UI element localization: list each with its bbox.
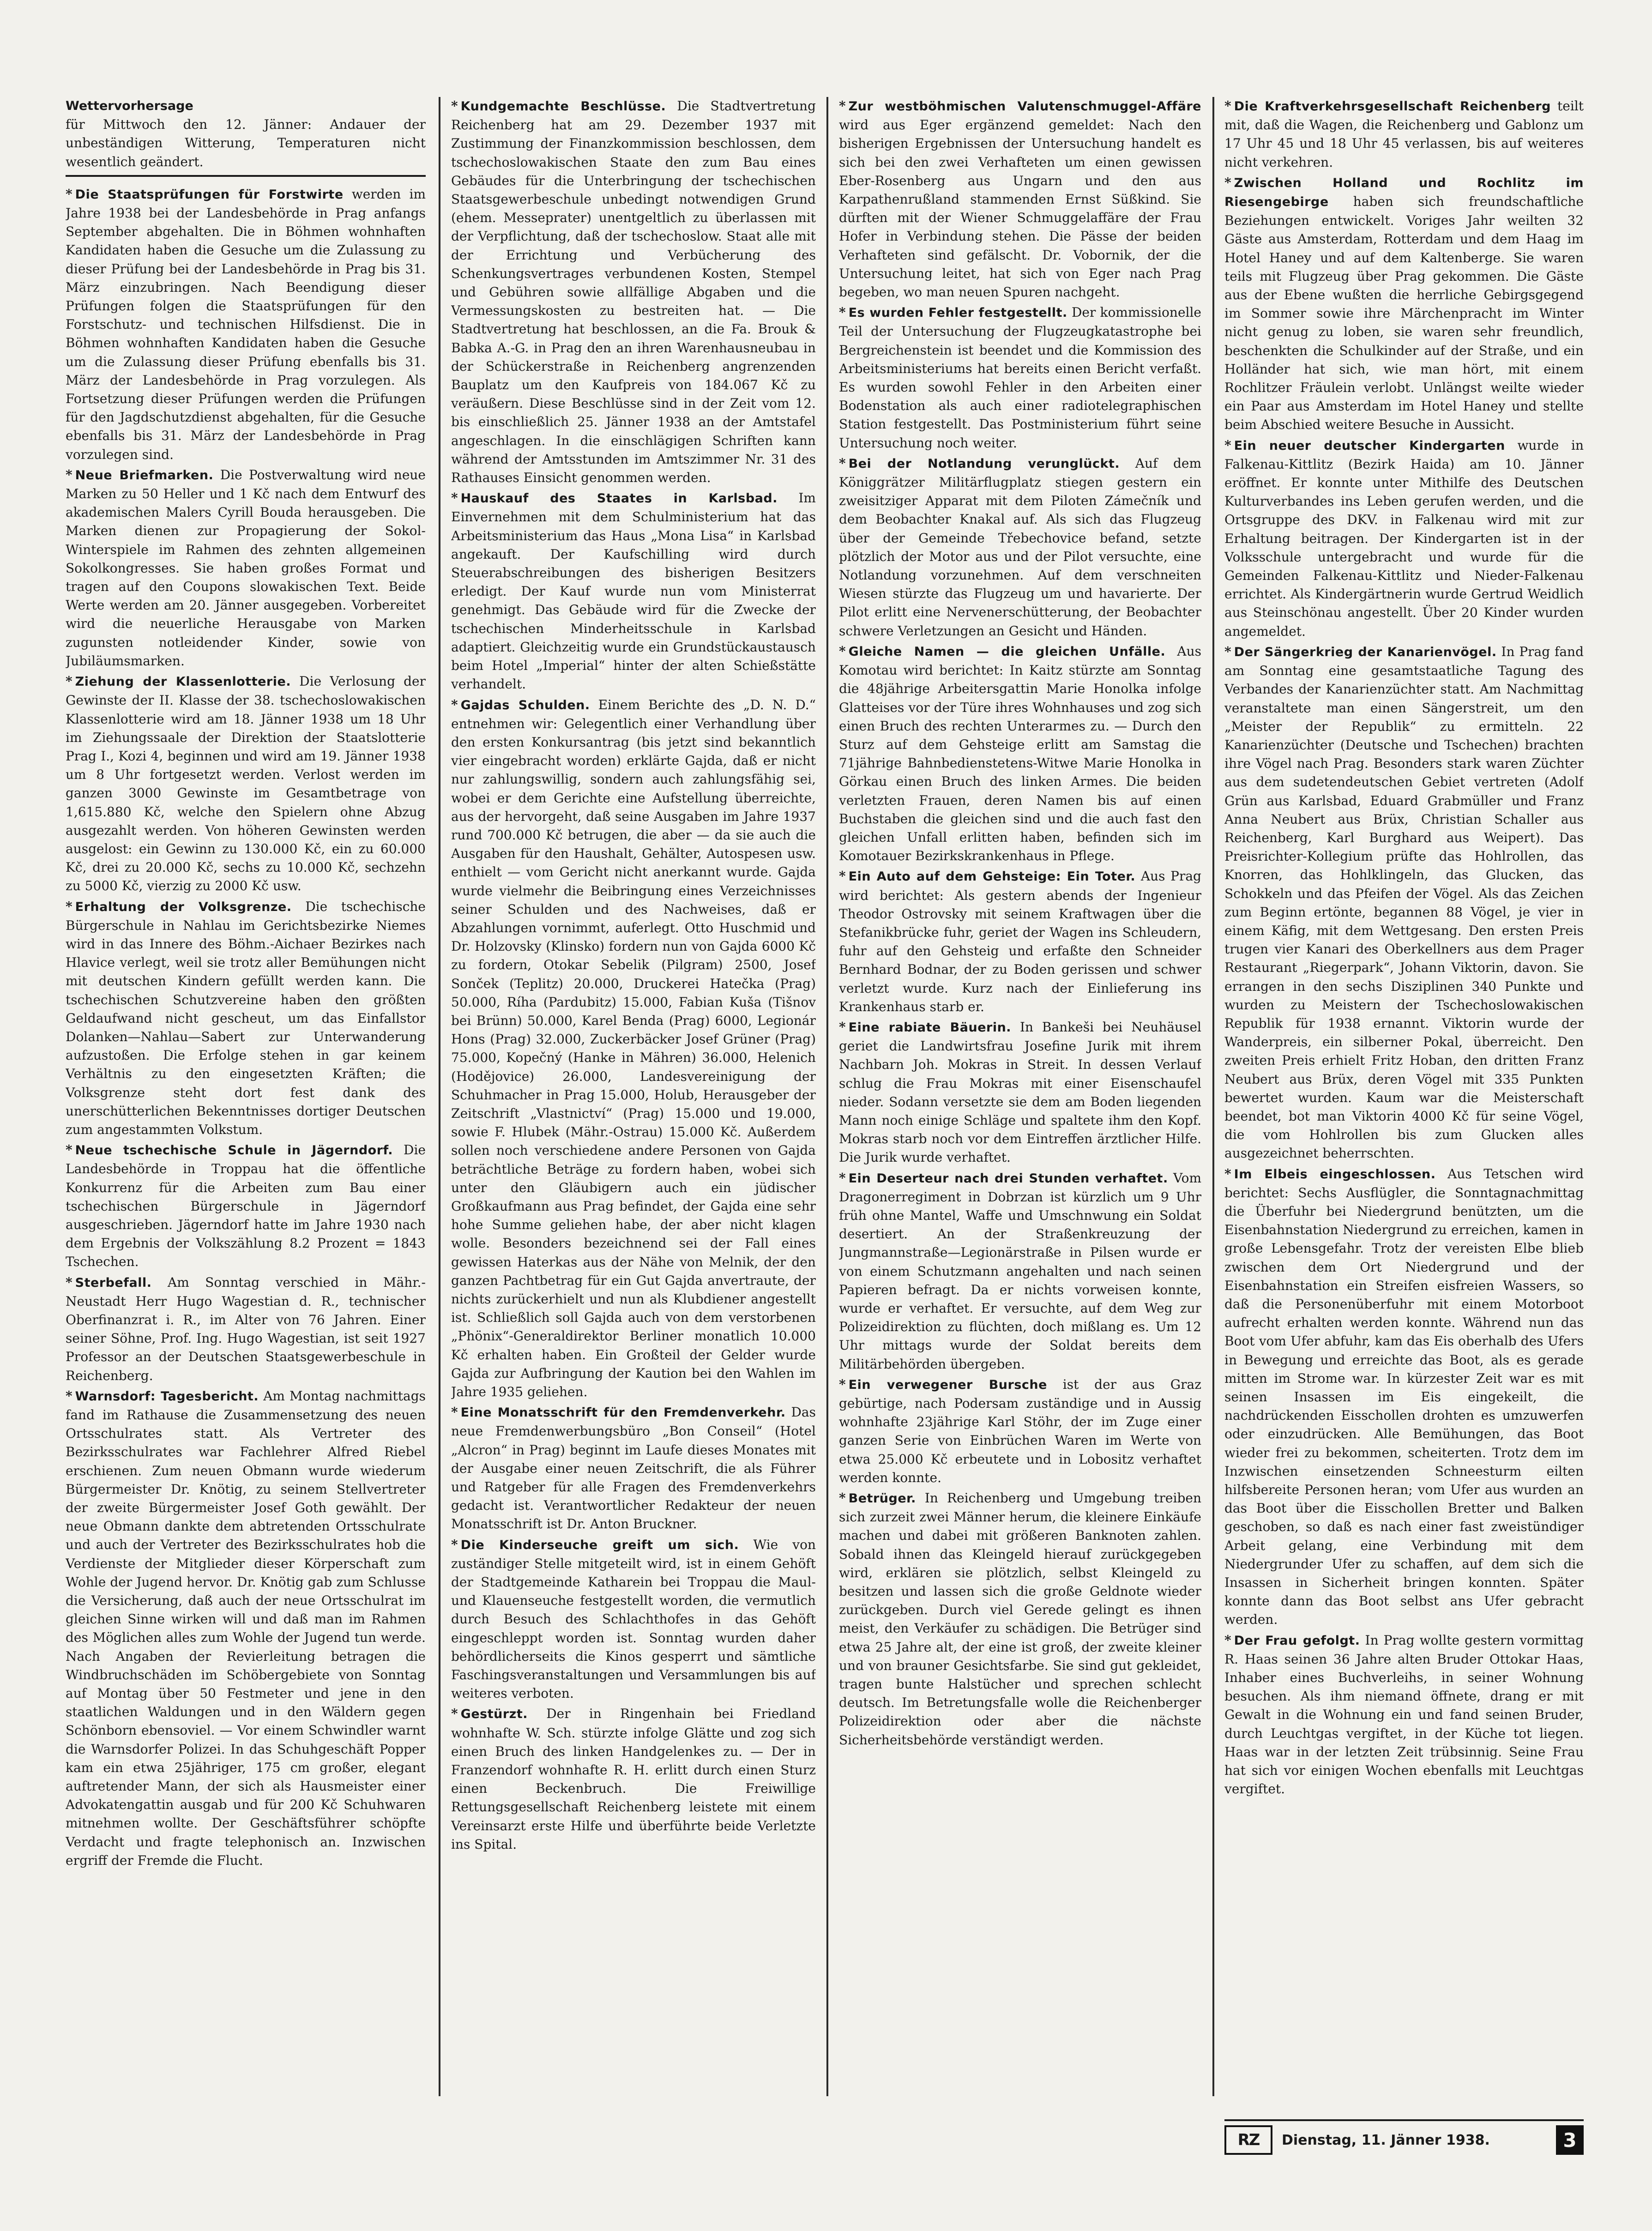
article-headline: Kundgemachte Beschlüsse. <box>460 99 666 114</box>
article-headline: Der Sängerkrieg der Kanarienvögel. <box>1234 645 1497 659</box>
column-3 <box>839 97 1201 2119</box>
page-frame <box>66 97 1584 2152</box>
article-body: In Bankeši bei Neuhäusel geriet die Landwirtsfrau Josefine Jurik mit ihrem Nachbarn Joh. Mokras in Streit. In dessen Verlauf schlug die Frau Mokras mit einer Eisenschaufel nieder. Sodann versetzte sie dem am Boden liegenden Mann noch einige Schläge und spaltete ihm den Kopf. Mokras starb noch vor dem Eintreffen ärztlicher Hilfe. Die Jurik wurde verhaftet. <box>839 1019 1201 1165</box>
article-bullet: * <box>1224 644 1231 659</box>
article-bullet: * <box>451 98 458 114</box>
article-body: Vom Dragonerregiment in Dobrzan ist kürzlich um 9 Uhr früh ohne Mantel, Waffe und Umschnwung ein Soldat desertiert. An der Straßenkreuzung der Jungmannstraße—Legionärstraße in Pilsen wurde er von einem Schutzmann angehalten und nach seinen Papieren befragt. Da er nichts vorweisen konnte, wurde er verhaftet. Er versuchte, auf dem Weg zur Polizeidirektion zu flüchten, doch mißlang es. Um 12 Uhr mittags wurde der Soldat bereits dem Militärbehörden übergeben. <box>839 1170 1201 1372</box>
column-2 <box>451 97 816 2119</box>
issue-date: Dienstag, 11. Jänner 1938. <box>1282 2132 1490 2148</box>
news-article <box>451 97 816 487</box>
article-headline: Erhaltung der Volksgrenze. <box>75 899 292 914</box>
article-paragraph <box>66 1141 426 1271</box>
article-headline: Gleiche Namen — die gleichen Unfälle. <box>848 644 1166 659</box>
article-paragraph <box>1224 1631 1584 1799</box>
weather-text: für Mittwoch den 12. Jänner: Andauer der unbeständigen Witterung, Temperaturen nicht wesentlich geändert. <box>66 117 426 169</box>
article-body: haben sich freundschaftliche Beziehungen entwickelt. Voriges Jahr weilten 32 Gäste aus Amsterdam, Rotterdam und dem Haag im Hotel Haney und auf dem Kaltenberge. Sie waren teils mit Flugzeug über Prag gekommen. Die Gäste aus der Ebene wußten die herrliche Gebirgsgegend im Sommer sowie ihre Märchenpracht im Winter nicht genug zu loben, sie waren sehr freundlich, beschenkten die Schulkinder auf der Straße, und ein Holländer hat sich, wie man hört, mit einem Rochlitzer Fräulein verlobt. Unlängst weilte wieder ein Paar aus Amsterdam im Hotel Haney und stellte beim Abschied weitere Besuche in Aussicht. <box>1224 194 1584 433</box>
article-paragraph <box>1224 436 1584 641</box>
article-paragraph <box>451 1705 816 1854</box>
article-bullet: * <box>451 1405 458 1420</box>
article-headline: Neue Briefmarken. <box>75 468 214 482</box>
article-paragraph <box>1224 97 1584 172</box>
news-article <box>839 642 1201 865</box>
article-body: Die tschechische Bürgerschule in Nahlau im Gerichtsbezirke Niemes wird in das Innere des Böhm.-Aichaer Bezirkes nach Hlavice verlegt, weil sie trotz aller Bemühungen nicht mit deutschen Kindern gefüllt werden kann. Die tschechischen Schutzvereine haben den größten Geldaufwand nicht gescheut, um das Einfallstor Dolanken—Nahlau—Sabert zur Unterwanderung aufzustoßen. Die Erfolge stehen in gar keinem Verhältnis zu den eingesetzten Kräften; die Volksgrenze steht dort fest dank des unerschütterlichen Bekenntnisses dortiger Deutschen zum angestammten Volkstum. <box>66 898 426 1137</box>
news-article <box>1224 174 1584 434</box>
article-paragraph <box>66 1273 426 1385</box>
column-1 <box>66 97 426 2119</box>
page-footer <box>1224 2119 1584 2156</box>
article-bullet: * <box>1224 1632 1231 1648</box>
article-paragraph <box>839 1018 1201 1167</box>
news-article <box>451 1705 816 1854</box>
column-divider <box>1212 97 1214 2096</box>
article-paragraph <box>451 1536 816 1703</box>
article-bullet: * <box>451 697 458 712</box>
article-headline: Neue tschechische Schule in Jägerndorf. <box>75 1143 393 1158</box>
article-bullet: * <box>451 1537 458 1552</box>
article-body: Aus Tetschen wird berichtet: Sechs Ausflügler, die Sonntagnachmittag die Überfuhr bei Niedergrund benützten, um die Eisenbahnstation Niedergrund zu erreichen, kamen in große Lebensgefahr. Trotz der vereisten Elbe blieb zwischen dem Ort Niedergrund und der Eisenbahnstation ein Streifen eisfreien Wassers, so daß die Personenüberfuhr mit einem Motorboot aufrecht erhalten werden konnte. Während nun das Boot vom Ufer abfuhr, kam das Eis oberhalb des Ufers in Bewegung und erreichte das Boot, als es gerade mitten im Strome war. In kürzester Zeit war es mit seinen Insassen im Eis eingekeilt, die nachdrückenden Eisschollen drohten es umzuwerfen oder einzudrücken. Alle Bemühungen, das Boot wieder frei zu bekommen, scheiterten. Trotz dem im Inzwischen einsetzenden Schneesturm eilten hilfsbereite Personen heran; vom Ufer aus wurden an das Boot über die Eisschollen Bretter und Balken geschoben, so daß es nach einer fast zweistündiger Arbeit gelang, eine Verbindung mit dem Niedergrunder Ufer zu schaffen, auf dem sich die Insassen in Sicherheit bringen konnten. Später konnte dann das Boot selbst ans Ufer gebracht werden. <box>1224 1166 1584 1628</box>
article-headline: Ein Auto auf dem Gehsteige: Ein Toter. <box>848 869 1136 884</box>
article-body: teilt mit, daß die Wagen, die Reichenberg und Gablonz um 17 Uhr 45 und 18 Uhr 45 verlassen, bis auf weiteres nicht verkehren. <box>1224 98 1584 170</box>
article-body: Die Landesbehörde in Troppau hat die öffentliche Konkurrenz für die Arbeiten zum Bau einer tschechischen Bürgerschule in Jägerndorf ausgeschrieben. Jägerndorf hatte im Jahre 1930 nach dem Ergebnis der Volkszählung 8.2 Prozent = 1843 Tschechen. <box>66 1142 426 1270</box>
article-bullet: * <box>1224 98 1231 114</box>
news-article <box>1224 643 1584 1163</box>
article-headline: Betrüger. <box>848 1491 916 1506</box>
article-bullet: * <box>839 868 846 884</box>
article-paragraph <box>66 898 426 1140</box>
article-body: Aus Prag wird berichtet: Als gestern abends der Ingenieur Theodor Ostrovsky mit seinem Kraftwagen über die Stefanikbrücke fuhr, geriet der Wagen ins Schleudern, fuhr auf den Gehsteig und erfaßte den Schneider Bernhard Bodnar, der zu Boden gerissen und schwer verletzt wurde. Kurz nach der Einlieferung ins Krankenhaus starb er. <box>839 868 1201 1014</box>
article-bullet: * <box>839 643 846 659</box>
article-paragraph <box>451 489 816 693</box>
news-article <box>66 1141 426 1271</box>
news-article <box>451 696 816 1402</box>
news-article <box>451 1403 816 1533</box>
article-bullet: * <box>451 490 458 506</box>
article-body: wurde in Falkenau-Kittlitz (Bezirk Haida) am 10. Jänner eröffnet. Er konnte unter Mithilfe des Deutschen Kulturverbandes ins Leben gerufen werden, und die Ortsgruppe des DKV. in Falkenau wird mit zur Erhaltung beitragen. Der Kindergarten ist in der Volksschule untergebracht und wurde für die Gemeinden Falkenau-Kittlitz und Nieder-Falkenau errichtet. Als Kindergärtnerin wurde Gertrud Weidlich aus Steinschönau angestellt. Über 20 Kinder wurden angemeldet. <box>1224 437 1584 639</box>
news-article <box>451 489 816 693</box>
article-body: Das neue Fremdenwerbungsbüro „Bon Conseil“ (Hotel „Alcron“ in Prag) beginnt im Laufe dieses Monates mit der Ausgabe einer neuen Zeitschrift, die als Führer und Ratgeber für alle Fragen des Fremdenverkehrs gedacht ist. Verantwortlicher Redakteur der neuen Monatsschrift ist Dr. Anton Bruckner. <box>451 1405 816 1532</box>
news-article <box>66 898 426 1140</box>
article-paragraph <box>66 466 426 670</box>
article-paragraph <box>66 1387 426 1870</box>
article-headline: Sterbefall. <box>75 1275 152 1290</box>
news-article <box>839 1018 1201 1167</box>
article-body: Am Sonntag verschied in Mähr.-Neustadt Herr Hugo Wagestian d. R., technischer Oberfinanzrat i. R., im Alter von 76 Jahren. Einer seiner Söhne, Prof. Ing. Hugo Wagestian, ist seit 1927 Professor an der Deutschen Staatsgewerbeschule in Reichenberg. <box>66 1274 426 1383</box>
article-bullet: * <box>66 467 72 482</box>
article-paragraph <box>839 1375 1201 1487</box>
news-article <box>66 1273 426 1385</box>
news-article <box>451 1536 816 1703</box>
weather-forecast <box>66 97 426 177</box>
article-body: ist der aus Graz gebürtige, nach Podersam zuständige und in Aussig wohnhafte 23jährige Karl Stöhr, der im Zuge einer ganzen Serie von Einbrüchen Waren im Werte von etwa 25.000 Kč erbeutete und in Lobositz verhaftet werden konnte. <box>839 1376 1201 1485</box>
article-headline: Im Elbeis eingeschlossen. <box>1234 1167 1436 1182</box>
news-article <box>1224 1165 1584 1629</box>
article-bullet: * <box>66 898 72 914</box>
article-body: Die Postverwaltung wird neue Marken zu 50 Heller und 1 Kč nach dem Entwurf des akademischen Malers Cyrill Bouda herausgeben. Die Marken dienen zur Propagierung der Sokol-Winterspiele im Rahmen des zehnten allgemeinen Sokolkongresses. Sie haben großes Format und tragen auf den Coupons slowakischen Text. Beide Werte werden am 20. Jänner ausgegeben. Vorbereitet wird die neuerliche Herausgabe von Marken zugunsten notleidender Kinder, sowie von Jubiläumsmarken. <box>66 467 426 669</box>
news-article <box>839 303 1201 452</box>
article-bullet: * <box>451 1706 458 1722</box>
news-article <box>839 1169 1201 1374</box>
article-headline: Ziehung der Klassenlotterie. <box>75 675 291 689</box>
article-paragraph <box>66 672 426 895</box>
article-body: Am Montag nachmittags fand im Rathause die Zusammensetzung des neuen Ortsschulrates statt. Als Vertreter des Bezirksschulrates war Fachlehrer Alfred Riebel erschienen. Zum neuen Obmann wurde wiederum Bürgermeister Dr. Knötig, zu seinem Stellvertreter der zweite Bürgermeister Josef Goth gewählt. Der neue Obmann dankte dem abtretenden Ortsschulrate und auch der Vertreter des Bezirksschulrates hob die Verdienste der Mitglieder dieser Körperschaft zum Wohle der Jugend hervor. Dr. Knötig gab zum Schlusse die Versicherung, daß auch der neue Ortsschulrat im gleichen Sinne wirken will und daß man im Rahmen des Möglichen alles zum Wohle der Jugend tun werde. Nach Angaben der Revierleitung betragen die Windbruchschäden im Schöbergebiete von Sonntag auf Montag über 50 Festmeter und jene in den staatlichen Waldungen und in den Wäldern gegen Schönborn ebensoviel. — Vor einem Schwindler warnt die Warnsdorfer Polizei. In das Schuhgeschäft Popper kam ein etwa 25jähriger, 175 cm großer, elegant auftretender Mann, der sich als Hausmeister einer Advokatengattin ausgab und für 200 Kč Schuhwaren mitnehmen wollte. Der Geschäftsführer schöpfte Verdacht und fragte telephonisch an. Inzwischen ergriff der Fremde die Flucht. <box>66 1388 426 1868</box>
news-article <box>1224 97 1584 172</box>
article-headline: Gajdas Schulden. <box>460 698 590 712</box>
news-article <box>839 97 1201 301</box>
article-paragraph <box>839 454 1201 640</box>
article-bullet: * <box>1224 175 1231 190</box>
article-bullet: * <box>66 1142 72 1158</box>
article-bullet: * <box>1224 1166 1231 1182</box>
article-body: werden im Jahre 1938 bei der Landesbehörde in Prag anfangs September abgehalten. Die in Böhmen wohnhaften Kandidaten haben die Gesuche um die Zulassung zu dieser Prüfung bei der Landesbehörde in Prag bis 31. März einzubringen. Nach Beendigung dieser Prüfungen folgen die Staatsprüfungen für den Forstschutz- und technischen Hilfsdienst. Die in Böhmen wohnhaften Kandidaten haben die Gesuche um die Zulassung dieser Prüfung ebenfalls bis 31. März der Landesbehörde in Prag vorzulegen. Als Fortsetzung dieser Prüfungen werden die Prüfungen für den Jagdschutzdienst abgehalten, für die Gesuche ebenfalls bis 31. März der Landesbehörde in Prag vorzulegen sind. <box>66 186 426 462</box>
article-paragraph <box>1224 174 1584 434</box>
article-paragraph <box>839 642 1201 865</box>
article-paragraph <box>839 867 1201 1016</box>
article-headline: Ein neuer deutscher Kindergarten <box>1234 438 1505 453</box>
article-paragraph <box>1224 643 1584 1163</box>
article-paragraph <box>1224 1165 1584 1629</box>
article-bullet: * <box>66 186 72 202</box>
article-bullet: * <box>66 674 72 689</box>
article-headline: Es wurden Fehler festgestellt. <box>848 306 1067 320</box>
article-body: Der in Ringenhain bei Friedland wohnhafte W. Sch. stürzte infolge Glätte und zog sich einen Bruch des linken Handgelenkes zu. — Der in Franzendorf wohnhafte R. H. erlitt durch einen Sturz einen Beckenbruch. Die Freiwillige Rettungsgesellschaft Reichenberg leistete mit einem Vereinsarzt erste Hilfe und überführte beide Verletzte ins Spital. <box>451 1706 816 1852</box>
article-headline: Die Staatsprüfungen für Forstwirte <box>75 187 344 202</box>
article-body: Die Stadtvertretung Reichenberg hat am 29. Dezember 1937 mit Zustimmung der Finanzkommission beschlossen, dem tschechoslowakischen Staate den zum Bau eines Gebäudes für die Unterbringung der tschechischen Staatsgewerbeschule unbedingt notwendigen Grund (ehem. Messeprater) unentgeltlich zu überlassen mit der Verpflichtung, daß der tschechoslow. Staat alle mit der Errichtung und Verbücherung des Schenkungsvertrages verbundenen Kosten, Stempel und Gebühren sowie allfällige Abgaben und die Vermessungskosten zu bestreiten hat. — Die Stadtvertretung hat beschlossen, an die Fa. Brouk & Babka A.-G. in Prag den an ihren Warenhausneubau in der Schückerstraße in Reichenberg angrenzenden Bauplatz um den Kaufpreis von 184.067 Kč zu veräußern. Diese Beschlüsse sind in der Zeit vom 12. bis einschließlich 25. Jänner 1938 an der Amtstafel angeschlagen. In die einschlägigen Schriften kann während der Amtsstunden im Amtszimmer Nr. 31 des Rathauses Einsicht genommen werden. <box>451 98 816 486</box>
article-paragraph <box>839 1489 1201 1749</box>
article-body: Einem Berichte des „D. N. D.“ entnehmen wir: Gelegentlich einer Verhandlung über den ersten Konkursantrag (bis jetzt sind bekanntlich vier eingebracht worden) erklärte Gajda, daß er nicht nur zahlungswillig, sondern auch zahlungsfähig sei, wobei er dem Gerichte eine Aufstellung überreichte, aus der hervorgeht, daß seine Ausgaben im Jahre 1937 rund 700.000 Kč betrugen, die aber — da sie auch die Ausgaben für den Haushalt, Gehälter, Autospesen usw. enthielt — vom Gericht nicht anerkannt wurde. Gajda wurde vielmehr die Beibringung eines Verzeichnisses seiner Schulden und des Nachweises, daß er Abzahlungen vornimmt, auferlegt. Otto Huschmid und Dr. Holzovsky (Klinsko) fordern nun von Gajda 6000 Kč zu fordern, Otokar Sebelik (Pilgram) 2500, Josef Sonček (Teplitz) 20.000, Druckerei Hatečka (Prag) 50.000, Ríha (Pardubitz) 15.000, Fabian Kuša (Tišnov bei Brünn) 50.000, Karel Benda (Prag) 6000, Legionár Hons (Prag) 32.000, Zuckerbäcker Josef Grüner (Prag) 75.000, Kopečný (Hanke in Mähren) 36.000, Helenich (Hodějovice) 26.000, Landesvereinigung der Schuhmacher in Prag 15.000, Holub, Herausgeber der Zeitschrift „Vlastnictví“ (Prag) 15.000 und 19.000, sowie F. Hlubek (Mähr.-Ostrau) 15.000 Kč. Außerdem sollen noch verschiedene andere Personen von Gajda beträchtliche Beträge zu fordern haben, wobei sich unter den Gläubigern auch ein jüdischer Großkaufmann aus Prag befindet, der Gajda eine sehr hohe Summe geliehen habe, der aber nicht klagen wolle. Besonders bezeichnend sei der Fall eines gewissen Haterkas aus der Nähe von Melnik, der den ganzen Pachtbetrag für ein Gut Gajda anvertraute, der nichts zurückerhielt und nun als Klubdiener angestellt ist. Schließlich soll Gajda auch von dem verstorbenen „Phönix“-Generaldirektor Berliner monatlich 10.000 Kč erhalten haben. Ein Großteil der Gelder wurde Gajda zur Aufbringung der Kaution bei den Wahlen im Jahre 1935 geliehen. <box>451 697 816 1400</box>
news-article <box>66 185 426 464</box>
article-body: Die Verlosung der Gewinste der II. Klasse der 38. tschechoslowakischen Klassenlotterie wird am 18. Jänner 1938 um 18 Uhr im Ziehungssaale der Direktion der Staatslotterie Prag I., Kozi 4, beginnen und wird am 19. Jänner 1938 um 8 Uhr fortgesetzt werden. Verlost werden im ganzen 3000 Gewinste im Gesamtbetrage von 1,615.880 Kč, welche den Spielern ohne Abzug ausgezahlt werden. Von höheren Gewinsten werden ausgelost: ein Gewinn zu 130.000 Kč, ein zu 60.000 Kč, drei zu 20.000 Kč, sechs zu 10.000 Kč, sechzehn zu 5000 Kč, vierzig zu 2000 Kč usw. <box>66 674 426 894</box>
article-body: Aus Komotau wird berichtet: In Kaitz stürzte am Sonntag die 48jährige Arbeitersgattin Marie Honolka infolge Glatteises vor der Türe ihres Wohnhauses und zog sich einen Bruch des rechten Unterarmes zu. — Durch den Sturz auf dem Gehsteige erlitt am Samstag die 71jährige Bahnbedienstetens-Witwe Marie Honolka in Görkau einen Bruch des linken Armes. Die beiden verletzten Frauen, deren Namen bis auf einen Buchstaben die gleichen sind und die auch fast den gleichen Unfall erlitten haben, befinden sich im Komotauer Bezirkskrankenhaus in Pflege. <box>839 643 1201 864</box>
article-paragraph <box>839 1169 1201 1374</box>
article-bullet: * <box>1224 437 1231 453</box>
article-headline: Zur westböhmischen Valutenschmuggel-Affäre <box>848 99 1201 114</box>
article-headline: Zwischen Holland und Rochlitz im Riesengebirge <box>1224 175 1584 210</box>
news-article <box>839 1489 1201 1749</box>
article-body: In Prag fand am Sonntag eine gesamtstaatliche Tagung des Verbandes der Kanarienzüchter statt. Am Nachmittag veranstaltete man einen Sängerstreit, um den „Meister der Republik“ zu ermitteln. 22 Kanarienzüchter (Deutsche und Tschechen) brachten ihre Vögel nach Prag. Besonders stark waren Züchter aus dem sudetendeutschen Gebiet vertreten (Adolf Grün aus Karlsbad, Eduard Grabmüller und Franz Anna Neubert aus Brüx, Christian Schaller aus Reichenberg, Karl Burghard aus Weipert). Das Preisrichter-Kollegium prüfte das Hohlrollen, das Knorren, das Hohlklingeln, das Glucken, das Schokkeln und das Pfeifen der Vögel. Als das Zeichen zum Beginn ertönte, begannen 88 Vögel, je vier in einem Käfig, mit dem Wettgesang. Den ersten Preis trugen vier Kanari des Oberkellners aus dem Prager Restaurant „Riegerpark“, Johann Viktorin, davon. Sie errangen in den sechs Disziplinen 340 Punkte und wurden zu Meistern der Tschechoslowakischen Republik für 1938 ernannt. Viktorin wurde der Wanderpreis, ein silberner Pokal, überreicht. Den zweiten Preis erhielt Fritz Hoban, den dritten Franz Neubert aus Brüx, deren Vögel mit 335 Punkten bewertet wurden. Kaum war die Meisterschaft beendet, bot man Viktorin 4000 Kč für seine Vögel, die vom Hohlrollen bis zum Glucken alles ausgezeichnet beherrschten. <box>1224 644 1584 1161</box>
article-paragraph <box>451 97 816 487</box>
article-body: In Reichenberg und Umgebung treiben sich zurzeit zwei Männer herum, die kleinere Einkäufe machen und dabei mit größeren Banknoten zahlen. Sobald ihnen das Kleingeld hierauf zurückgegeben wird, erklären sie plötzlich, selbst Kleingeld zu besitzen und lassen sich die große Geldnote wieder zurückgeben. Durch viel Gerede gelingt es ihnen meist, den Verkäufer zu schädigen. Die Betrüger sind etwa 25 Jahre alt, der eine ist groß, der zweite kleiner und von brauner Gesichtsfarbe. Sie sind gut gekleidet, tragen bunte Halstücher und sprechen schlecht deutsch. Im Betretungsfalle wolle die Reichenberger Polizeidirektion oder aber die nächste Sicherheitsbehörde verständigt werden. <box>839 1490 1201 1748</box>
article-headline: Bei der Notlandung verunglückt. <box>848 456 1120 471</box>
article-bullet: * <box>66 1388 72 1404</box>
article-headline: Gestürzt. <box>460 1707 528 1722</box>
article-body: Wie von zuständiger Stelle mitgeteilt wird, ist in einem Gehöft der Stadtgemeinde Katharein bei Troppau die Maul- und Klauenseuche festgestellt worden, die vermutlich durch Besuch des Schlachthofes in das Gehöft eingeschleppt worden ist. Sonntag wurden daher behördlicherseits die Kinos gesperrt und sämtliche Faschingsveranstaltungen und Versammlungen bis auf weiteres verboten. <box>451 1537 816 1701</box>
article-body: wird aus Eger ergänzend gemeldet: Nach den bisherigen Ergebnissen der Untersuchung handelt es sich bei den zwei Verhafteten um einen gewissen Eber-Rosenberg aus Ungarn und den aus Karpathenrußland stammenden Ernst Süßkind. Sie dürften mit der Wiener Schmuggelaffäre der Frau Hofer in Verbindung stehen. Die Pässe der beiden Verhafteten sind gefälscht. Dr. Vobornik, der die Untersuchung leitet, hat sich von Eger nach Prag begeben, wo man neuen Spuren nachgeht. <box>839 117 1201 300</box>
article-headline: Eine rabiate Bäuerin. <box>848 1020 1012 1035</box>
article-headline: Eine Monatsschrift für den Fremdenverkehr. <box>460 1405 786 1420</box>
article-paragraph <box>66 185 426 464</box>
article-paragraph <box>839 303 1201 452</box>
news-article <box>1224 436 1584 641</box>
news-article <box>1224 1631 1584 1799</box>
news-article <box>839 867 1201 1016</box>
article-bullet: * <box>839 1490 846 1506</box>
article-headline: Die Kraftverkehrsgesellschaft Reichenberg <box>1234 99 1551 114</box>
article-headline: Ein Deserteur nach drei Stunden verhaftet. <box>848 1171 1168 1186</box>
article-headline: Der Frau gefolgt. <box>1234 1633 1360 1648</box>
column-divider <box>439 97 440 2096</box>
article-headline: Warnsdorf: Tagesbericht. <box>75 1389 259 1404</box>
page-number: 3 <box>1556 2125 1584 2155</box>
article-bullet: * <box>839 1170 846 1186</box>
news-article <box>66 672 426 895</box>
article-body: Auf dem Königgrätzer Militärflugplatz stiegen gestern ein zweisitziger Apparat mit dem Piloten Zámečník und dem Beobachter Knakal auf. Als sich das Flugzeug über der Gemeinde Třebechovice befand, setzte plötzlich der Motor aus und der Pilot versuchte, eine Notlandung vorzunehmen. Auf dem verschneiten Wiesen stürzte das Flugzeug um und havarierte. Der Pilot erlitt eine Nervenerschütterung, der Beobachter schwere Verletzungen an Gesicht und Händen. <box>839 455 1201 639</box>
article-bullet: * <box>66 1274 72 1290</box>
news-article <box>66 1387 426 1870</box>
article-bullet: * <box>839 1376 846 1392</box>
article-bullet: * <box>839 455 846 471</box>
article-body: Der kommissionelle Teil der Untersuchung der Flugzeugkatastrophe bei Bergreichenstein ist beendet und die Kommission des Arbeitsministeriums hat bereits einen Bericht verfaßt. Es wurden sowohl Fehler in den Arbeiten einer Bodenstation als auch einer radiotelegraphischen Station festgestellt. Das Postministerium führt seine Untersuchung noch weiter. <box>839 305 1201 451</box>
article-bullet: * <box>839 1019 846 1035</box>
article-headline: Hauskauf des Staates in Karlsbad. <box>460 491 778 506</box>
weather-title: Wettervorhersage <box>66 99 193 113</box>
newspaper-logo: RZ <box>1224 2125 1272 2155</box>
news-article <box>839 1375 1201 1487</box>
news-article <box>66 466 426 670</box>
news-article <box>839 454 1201 640</box>
article-headline: Die Kinderseuche greift um sich. <box>460 1538 739 1552</box>
article-paragraph <box>451 696 816 1402</box>
article-bullet: * <box>839 98 846 114</box>
article-body: Im Einvernehmen mit dem Schulministerium hat das Arbeitsministerium das Haus „Mona Lisa“ in Karlsbad angekauft. Der Kaufschilling wird durch Steuerabschreibungen des bisherigen Besitzers erledigt. Der Kauf wurde nun vom Ministerrat genehmigt. Das Gebäude wird für die Zwecke der tschechischen Minderheitsschule in Karlsbad adaptiert. Gleichzeitig wurde ein Grundstückaustausch beim Hotel „Imperial“ hinter der alten Schießstätte verhandelt. <box>451 490 816 692</box>
article-paragraph <box>839 97 1201 301</box>
article-paragraph <box>451 1403 816 1533</box>
article-body: In Prag wollte gestern vormittag R. Haas seinen 36 Jahre alten Bruder Ottokar Haas, Inhaber eines Buchverleihs, in seiner Wohnung besuchen. Als ihm niemand öffnete, drang er mit Gewalt in die Wohnung ein und fand seinen Bruder, durch Leuchtgas vergiftet, in der Küche tot liegen. Haas war in der letzten Zeit trübsinnig. Seine Frau hat sich vor einigen Wochen ebenfalls mit Leuchtgas vergiftet. <box>1224 1632 1584 1797</box>
column-1-articles <box>66 185 426 1870</box>
article-bullet: * <box>839 305 846 320</box>
article-headline: Ein verwegener Bursche <box>848 1377 1047 1392</box>
column-4 <box>1224 97 1584 2119</box>
column-divider <box>826 97 828 2096</box>
